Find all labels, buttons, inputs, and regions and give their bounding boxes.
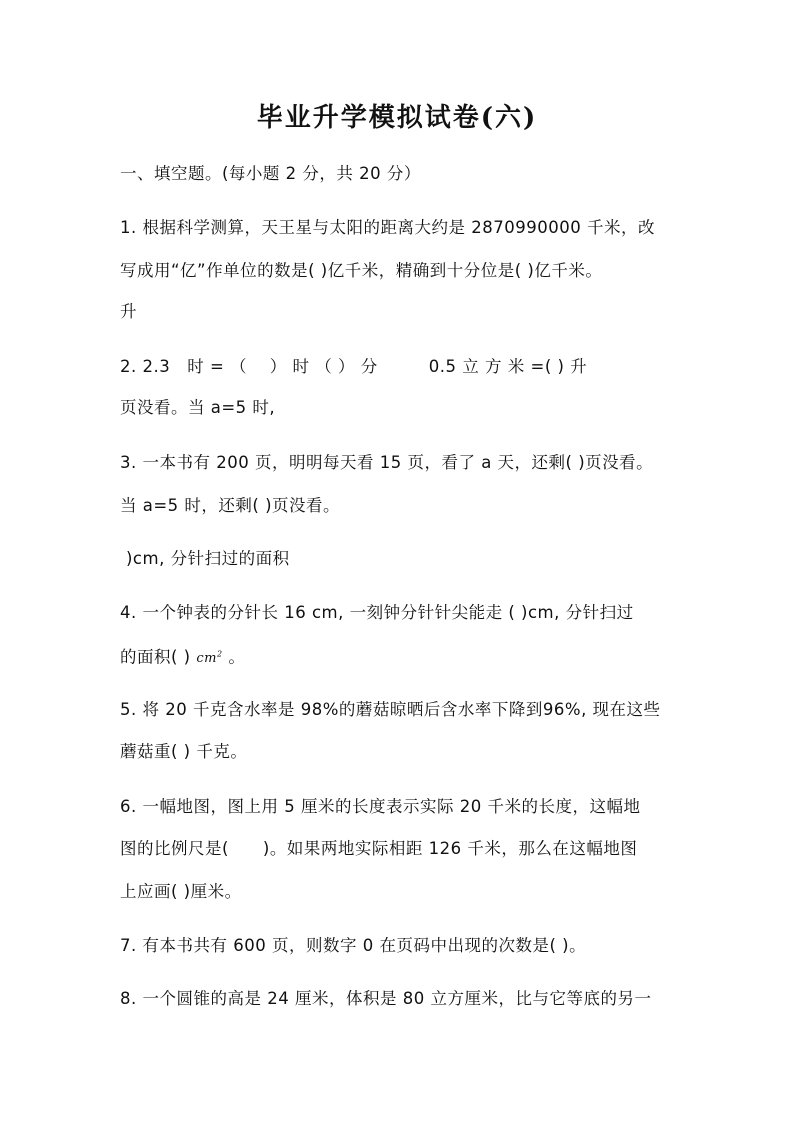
question-6-line-1: 6. 一幅地图，图上用 5 厘米的长度表示实际 20 千米的长度，这幅地 [120,797,641,816]
question-5-line-2: 蘑菇重( ) 千克。 [120,742,248,761]
stray-text-fragment: )cm, 分针扫过的面积 [126,549,290,568]
question-2-line-1: 2. 2.3 时 = （ ） 时 （ ） 分 0.5 立 方 米 =( ) 升 [120,357,588,376]
question-4-line-1: 4. 一个钟表的分针长 16 cm, 一刻钟分针针尖能走 ( )cm, 分针扫过 [120,603,634,622]
question-6-line-2: 图的比例尺是( )。如果两地实际相距 126 千米，那么在这幅地图 [120,839,638,858]
question-3-line-1: 3. 一本书有 200 页，明明每天看 15 页，看了 a 天，还剩( )页没看。 [120,453,654,472]
area-unit: $cm^2$ [196,650,223,667]
question-4-line-2-text: 的面积( ) [120,647,197,667]
exam-title: 毕业升学模拟试卷(六) [256,103,538,133]
question-6-line-3: 上应画( )厘米。 [120,882,242,901]
question-2-line-2: 页没看。当 a=5 时, [120,398,276,417]
question-7-line-1: 7. 有本书共有 600 页，则数字 0 在页码中出现的次数是( )。 [120,936,587,955]
section-heading: 一、填空题。(每小题 2 分，共 20 分） [120,164,421,183]
question-5-line-1: 5. 将 20 千克含水率是 98%的蘑菇晾晒后含水率下降到96%, 现在这些 [120,700,661,719]
question-8-line-1: 8. 一个圆锥的高是 24 厘米，体积是 80 立方厘米，比与它等底的另一 [120,989,652,1008]
question-3-line-2: 当 a=5 时，还剩( )页没看。 [120,496,341,515]
question-1-line-2: 写成用“亿”作单位的数是( )亿千米，精确到十分位是( )亿千米。 [120,261,603,280]
question-1-line-3: 升 [120,302,137,321]
question-1-line-1: 1. 根据科学测算，天王星与太阳的距离大约是 2870990000 千米，改 [120,218,655,237]
question-4-line-2-end: 。 [222,647,246,667]
question-4-line-2 [120,643,680,671]
